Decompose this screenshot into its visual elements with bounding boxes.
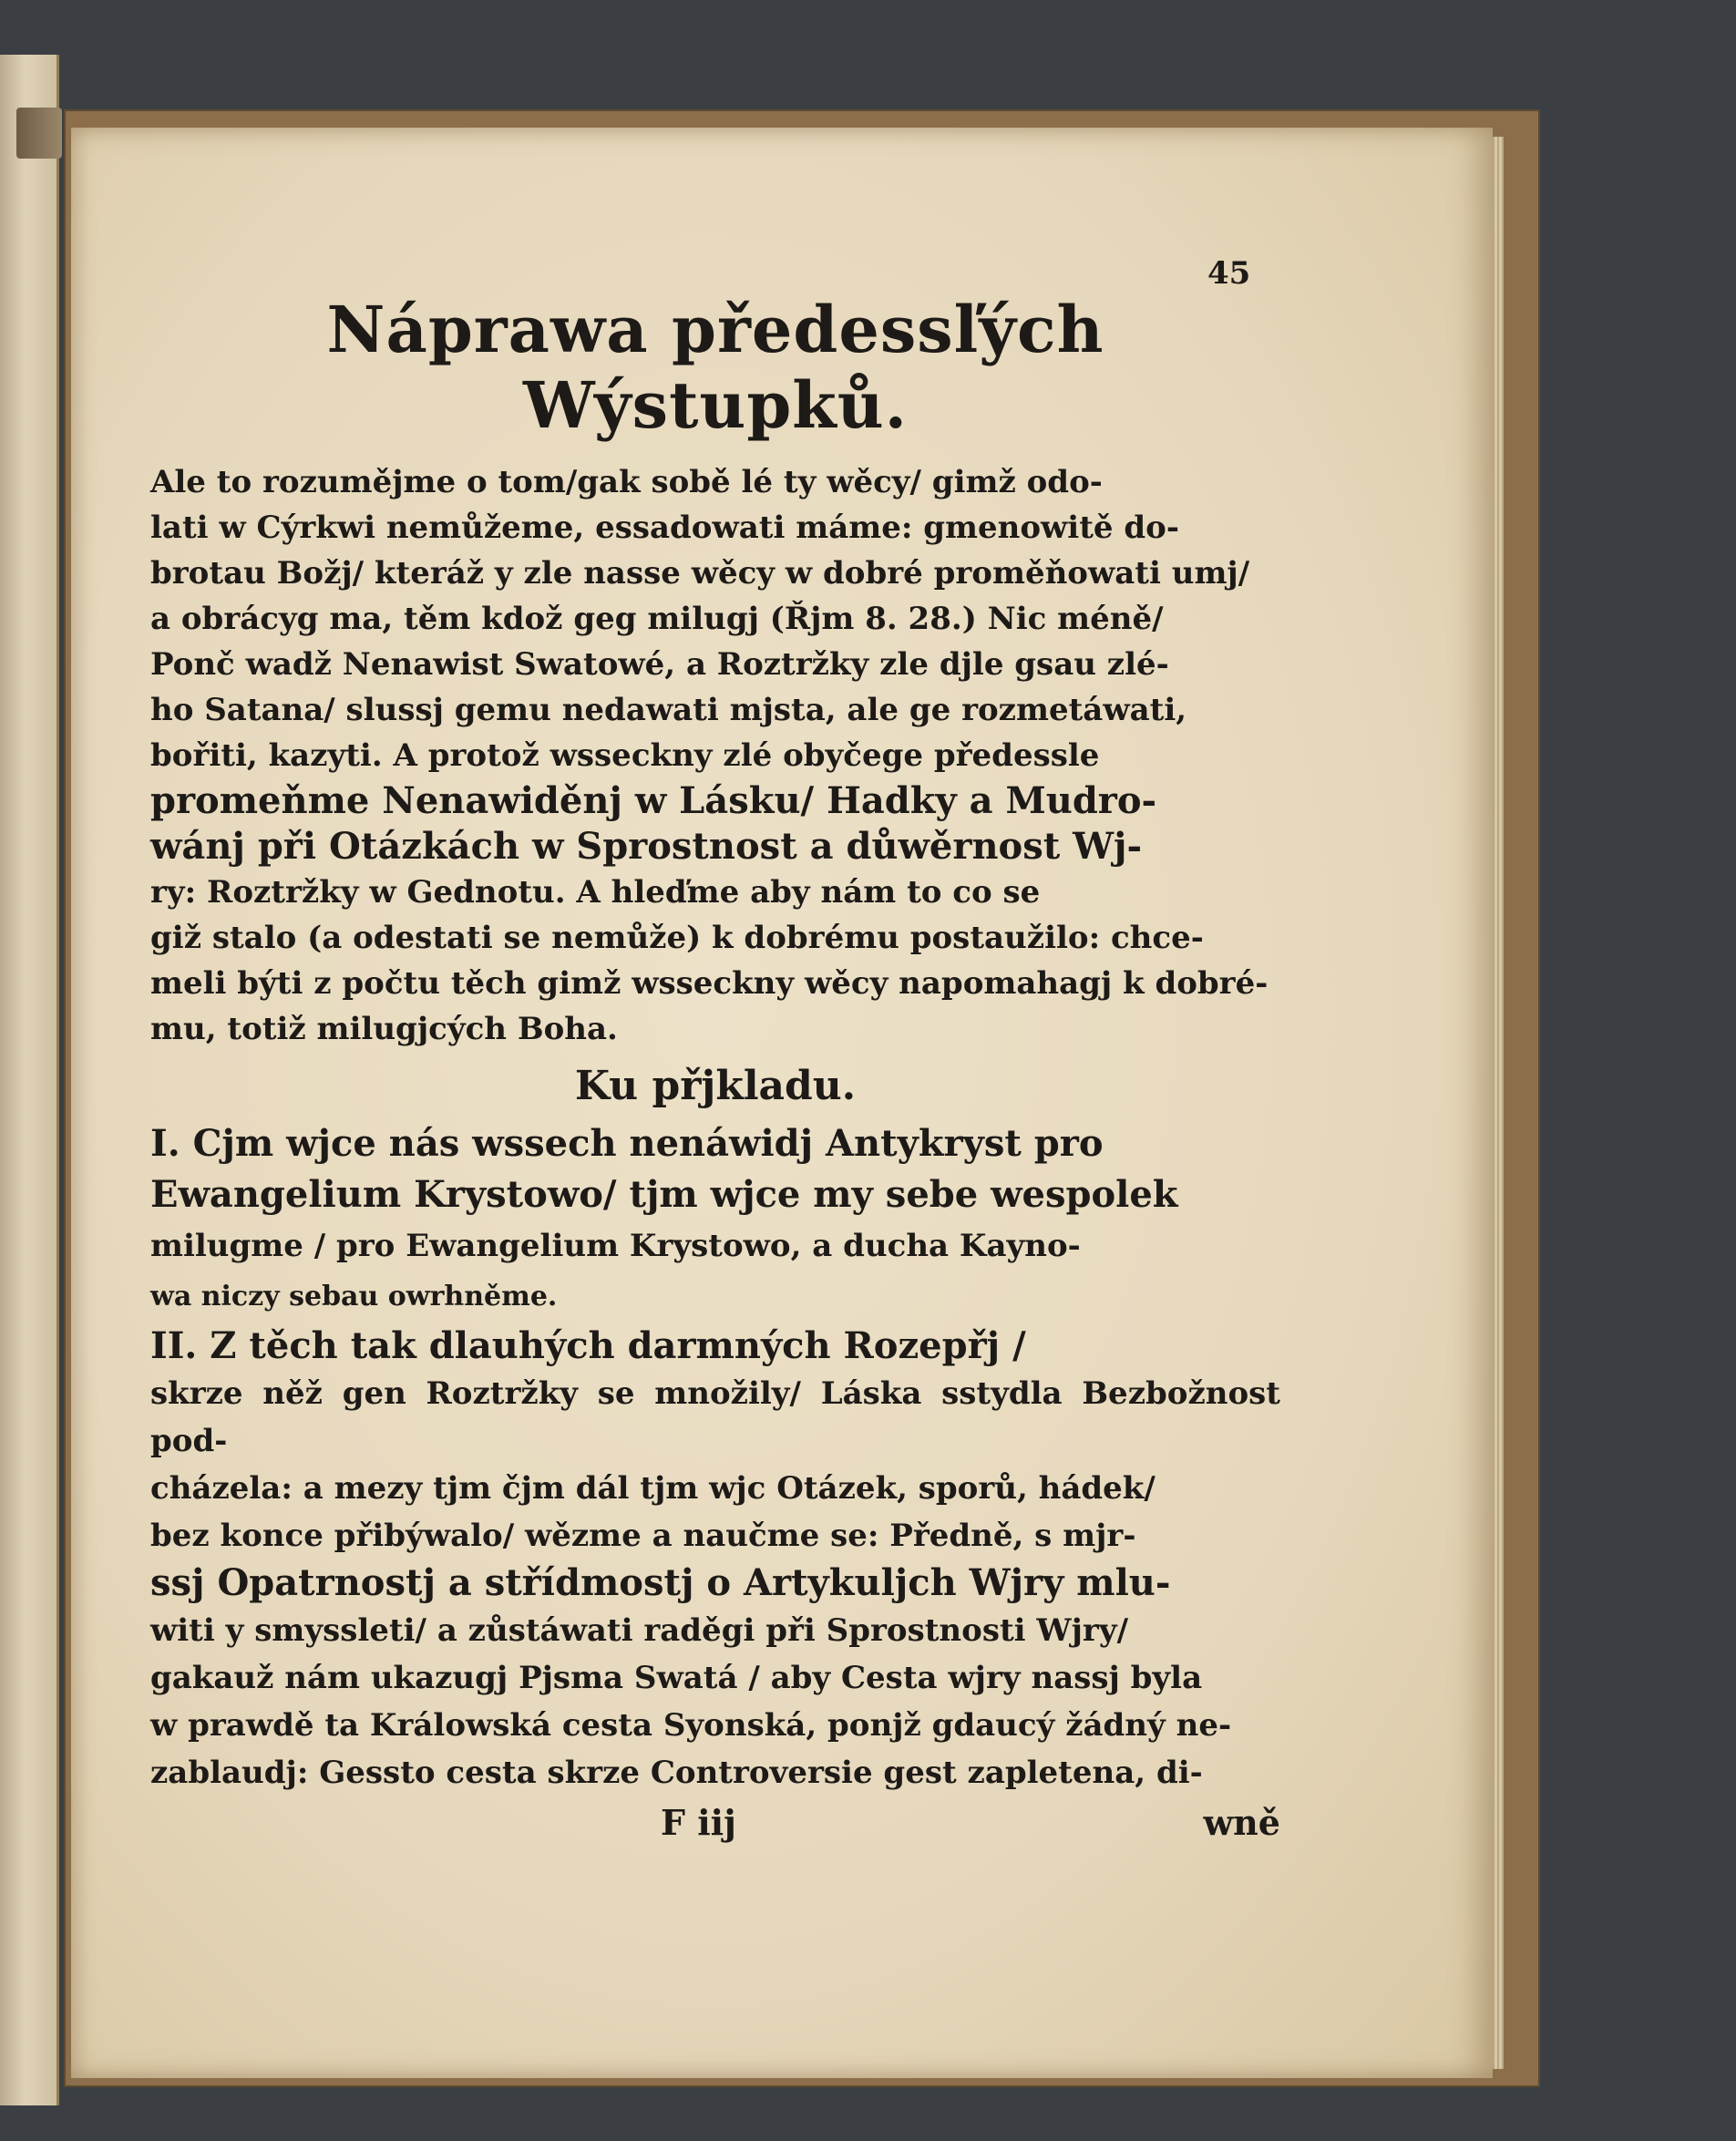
text-line: a obrácyg ma, těm kdož geg milugj (Řjm 8. 28.) Nic méně/ (150, 601, 1164, 637)
text-line: Ewangelium Krystowo/ tjm wjce my sebe wespolek (150, 1173, 1178, 1216)
page-text (150, 273, 1280, 1848)
point-2 (150, 1323, 1280, 1796)
text-line: wa niczy sebau owrhněme. (150, 1281, 558, 1312)
text-line: meli býti z počtu těch gimž wsseckny wěcy napomahagj k dobré- (150, 965, 1269, 1002)
paragraph-1 (150, 459, 1280, 1052)
catchword: wně (1203, 1802, 1280, 1843)
section-heading: Ku přjkladu. (574, 1063, 857, 1109)
text-line: promeňme Nenawiděnj w Lásku/ Hadky a Mudro- (150, 779, 1157, 822)
text-line: lati w Cýrkwi nemůžeme, essadowati máme: gmenowitě do- (150, 510, 1179, 546)
text-line: bez konce přibýwalo/ wězme a naučme se: Předně, s mjr- (150, 1518, 1136, 1554)
text-line: brotau Božj/ kteráž y zle nasse wěcy w dobré proměňowati umj/ (150, 555, 1250, 592)
text-line: bořiti, kazyti. A protož wsseckny zlé obyčege předessle (150, 737, 1100, 774)
text-line: II. Z těch tak dlauhých darmných Rozepřj / (150, 1324, 1026, 1367)
text-line: milugme / pro Ewangelium Krystowo, a ducha Kayno- (150, 1228, 1081, 1264)
text-line: cházela: a mezy tjm čjm dál tjm wjc Otázek, sporů, hádek/ (150, 1470, 1156, 1507)
text-line: wánj při Otázkách w Sprostnost a důwěrnost Wj- (150, 825, 1143, 868)
text-line: zablaudj: Gessto cesta skrze Controversie gest zapletena, di- (150, 1755, 1203, 1791)
point-1 (150, 1118, 1280, 1323)
text-line: I. Cjm wjce nás wssech nenáwidj Antykryst pro (150, 1122, 1104, 1165)
page-title: Náprawa předessľých Wýstupků. (326, 292, 1104, 443)
book-spine-tab (16, 108, 62, 159)
page-number: 45 (1207, 255, 1251, 292)
text-line: witi y smyssleti/ a zůstáwati raděgi při Sprostnosti Wjry/ (150, 1612, 1128, 1649)
text-line: giž stalo (a odestati se nemůže) k dobrému postaužilo: chce- (150, 920, 1204, 956)
text-line: Ponč wadž Nenawist Swatowé, a Roztržky zle djle gsau zlé- (150, 646, 1169, 683)
text-line: skrze něž gen Roztržky se množily/ Láska sstydla Bezbožnost pod- (150, 1375, 1280, 1459)
text-line: ssj Opatrnostj a střídmostj o Artykuljch Wjry mlu- (150, 1561, 1171, 1604)
text-line: mu, totiž milugjcých Boha. (150, 1011, 618, 1047)
text-line: ry: Roztržky w Gednotu. A hleďme aby nám to co se (150, 874, 1041, 911)
text-line: ho Satana/ slussj gemu nedawati mjsta, ale ge rozmetáwati, (150, 692, 1187, 728)
text-line: w prawdě ta Králowská cesta Syonská, ponjž gdaucý žádný ne- (150, 1707, 1232, 1744)
page-footer (150, 1802, 1280, 1848)
signature-mark: F iij (661, 1802, 736, 1843)
bleed-through-text (108, 310, 138, 383)
text-line: Ale to rozumějme o tom/gak sobě lé ty wěcy/ gimž odo- (150, 464, 1103, 500)
left-page-edge (0, 55, 59, 2105)
text-line: gakauž nám ukazugj Pjsma Swatá / aby Cesta wjry nassj byla (150, 1660, 1203, 1696)
